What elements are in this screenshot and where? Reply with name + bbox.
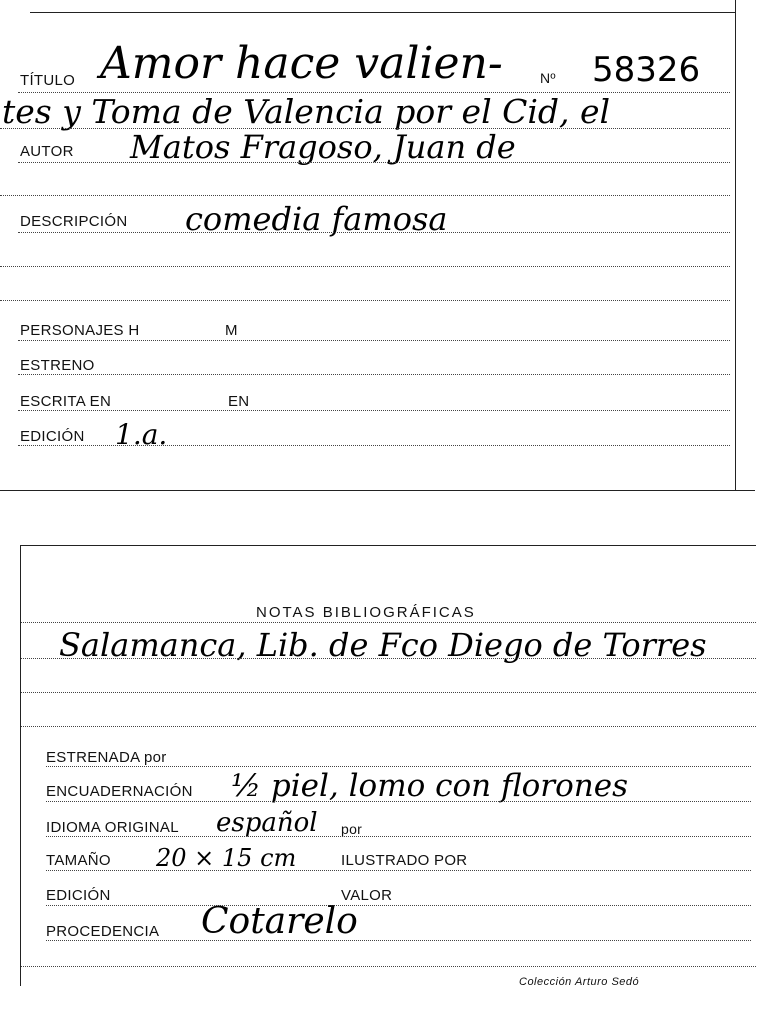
idioma-value: español xyxy=(216,808,318,838)
notas-line-3 xyxy=(21,692,756,693)
autor-label: AUTOR xyxy=(20,143,74,160)
procedencia-line xyxy=(46,940,751,941)
notas-line-4 xyxy=(21,726,756,727)
descripcion-label: DESCRIPCIÓN xyxy=(20,213,128,230)
idioma-line xyxy=(46,836,751,837)
tamano-value: 20 × 15 cm xyxy=(156,844,297,872)
notas-line-1 xyxy=(21,622,756,623)
titulo-label: TÍTULO xyxy=(20,72,76,89)
numero-value: 58326 xyxy=(592,50,701,90)
idioma-label: IDIOMA ORIGINAL xyxy=(46,819,179,836)
tamano-label: TAMAÑO xyxy=(46,852,111,869)
encuadernacion-label: ENCUADERNACIÓN xyxy=(46,783,193,800)
notas-line-2 xyxy=(21,658,756,659)
procedencia-label: PROCEDENCIA xyxy=(46,923,160,940)
edicion-label: EDICIÓN xyxy=(20,428,85,445)
card-bottom-edge xyxy=(0,490,755,491)
descripcion-value: comedia famosa xyxy=(185,200,448,238)
catalog-card-front xyxy=(0,0,736,490)
titulo-value-line1: Amor hace valien- xyxy=(100,38,503,89)
edicion-value: 1.a. xyxy=(115,418,168,451)
notas-value: Salamanca, Lib. de Fco Diego de Torres xyxy=(59,626,707,664)
card-top-edge xyxy=(30,12,735,13)
tamano-line xyxy=(46,870,751,871)
procedencia-value: Cotarelo xyxy=(201,901,358,942)
idioma-por-label: por xyxy=(341,821,363,837)
titulo-value-line2: tes y Toma de Valencia por el Cid, el xyxy=(2,92,611,131)
descripcion-line xyxy=(18,232,730,233)
autor-value: Matos Fragoso, Juan de xyxy=(130,128,516,166)
escrita-en-label: ESCRITA EN xyxy=(20,393,112,410)
estreno-label: ESTRENO xyxy=(20,357,95,374)
estreno-line xyxy=(18,374,730,375)
blank-line-2 xyxy=(0,266,730,267)
edicion-back-line xyxy=(46,905,751,906)
estrenada-line xyxy=(46,766,751,767)
blank-line-back xyxy=(21,966,756,967)
personajes-m-label: M xyxy=(225,322,238,339)
blank-line-1 xyxy=(0,195,730,196)
encuadernacion-line xyxy=(46,801,751,802)
escrita-en2-label: EN xyxy=(228,393,250,410)
autor-line xyxy=(18,162,730,163)
estrenada-label: ESTRENADA por xyxy=(46,749,167,766)
valor-label: VALOR xyxy=(341,887,393,904)
catalog-card-back xyxy=(20,545,756,986)
numero-label: Nº xyxy=(540,70,556,86)
edicion-line xyxy=(18,445,730,446)
escrita-line xyxy=(18,410,730,411)
ilustrado-label: ILUSTRADO POR xyxy=(341,852,468,869)
encuadernacion-value: ½ piel, lomo con florones xyxy=(231,768,629,804)
edicion-back-label: EDICIÓN xyxy=(46,887,111,904)
blank-line-3 xyxy=(0,300,730,301)
personajes-h-label: PERSONAJES H xyxy=(20,322,140,339)
collection-footer: Colección Arturo Sedó xyxy=(519,976,640,988)
personajes-line xyxy=(18,340,730,341)
notas-heading: NOTAS BIBLIOGRÁFICAS xyxy=(256,604,476,621)
